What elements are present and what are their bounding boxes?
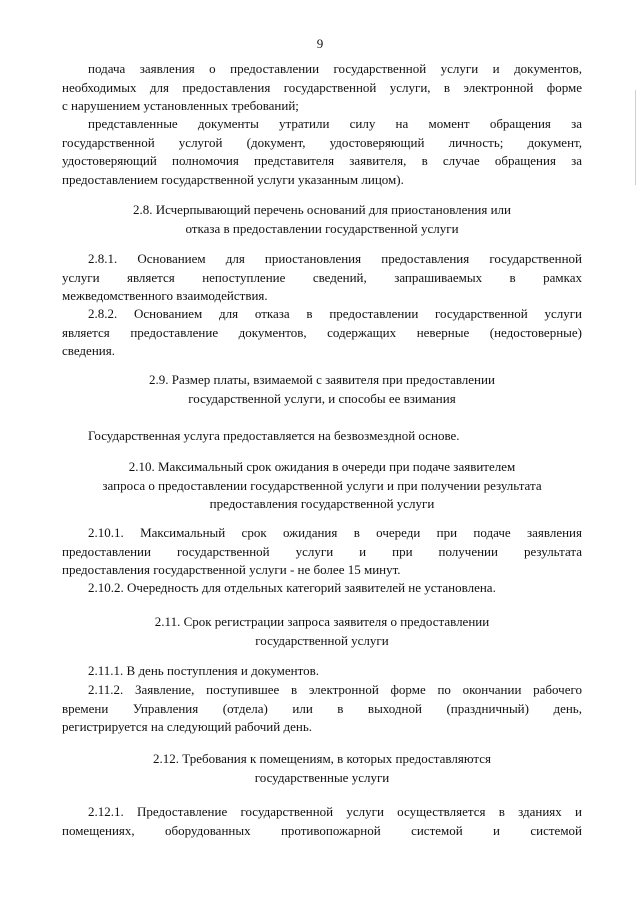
- text-line: Государственная услуга предоставляется на безвозмездной основе.: [88, 428, 460, 443]
- text-line: удостоверяющий полномочия представителя заявителя, в случае обращения за: [62, 153, 582, 168]
- page-number: 9: [316, 36, 324, 51]
- paragraph-expired-documents: [62, 115, 582, 189]
- text-line: с нарушением установленных требований;: [62, 98, 299, 113]
- text-line: необходимых для предоставления государственной услуги, в электронной форме: [62, 79, 582, 95]
- paragraph-submission-violation: [62, 60, 582, 116]
- heading-line: предоставления государственной услуги: [209, 496, 435, 511]
- paragraph-2-10-1: [62, 524, 582, 580]
- section-heading-2-10: [62, 458, 582, 514]
- paragraph-2-10-2: [62, 579, 582, 598]
- text-line: 2.11.1. В день поступления и документов.: [88, 663, 320, 678]
- section-heading-2-8: [62, 201, 582, 238]
- heading-line: 2.9. Размер платы, взимаемой с заявителя при предоставлении: [149, 372, 495, 387]
- text-line: государственной услугой (документ, удостоверяющий личность; документ,: [62, 134, 582, 150]
- heading-line: 2.12. Требования к помещениям, в которых предоставляются: [153, 751, 491, 766]
- heading-line: государственной услуги, и способы ее взимания: [188, 390, 456, 406]
- text-line: 2.8.1. Основанием для приостановления предоставления государственной: [88, 251, 582, 266]
- section-heading-2-12: [62, 750, 582, 787]
- text-line: регистрируется на следующий рабочий день.: [62, 719, 312, 734]
- heading-line: 2.8. Исчерпывающий перечень оснований для приостановления или: [133, 202, 511, 217]
- text-line: услуги является непоступление сведений, запрашиваемых в рамках: [62, 269, 582, 285]
- heading-line: запроса о предоставлении государственной услуги и при получении результата: [102, 477, 542, 493]
- heading-line: 2.10. Максимальный срок ожидания в очереди при подаче заявителем: [128, 459, 516, 474]
- text-line: 2.10.2. Очередность для отдельных категорий заявителей не установлена.: [88, 580, 496, 595]
- text-line: предоставлении государственной услуги и при получении результата: [62, 543, 582, 559]
- heading-line: государственные услуги: [254, 769, 390, 785]
- text-line: сведения.: [62, 343, 115, 358]
- heading-line: государственной услуги: [255, 632, 389, 648]
- paragraph-2-9-free-of-charge: [62, 427, 582, 446]
- paragraph-2-8-1: [62, 250, 582, 306]
- text-line: межведомственного взаимодействия.: [62, 288, 268, 303]
- text-line: помещениях, оборудованных противопожарной системой и системой: [62, 822, 582, 838]
- text-line: 2.8.2. Основанием для отказа в предоставлении государственной услуги: [88, 306, 582, 321]
- text-line: 2.12.1. Предоставление государственной услуги осуществляется в зданиях и: [88, 804, 582, 819]
- paragraph-2-11-2: [62, 681, 582, 737]
- heading-line: отказа в предоставлении государственной услуги: [185, 220, 459, 236]
- text-line: предоставлением государственной услуги указанным лицом).: [62, 171, 404, 187]
- paragraph-2-11-1: [62, 662, 582, 681]
- text-line: 2.11.2. Заявление, поступившее в электронной форме по окончании рабочего: [88, 682, 582, 697]
- heading-line: 2.11. Срок регистрации запроса заявителя о предоставлении: [154, 614, 490, 629]
- text-line: 2.10.1. Максимальный срок ожидания в очереди при подаче заявления: [88, 525, 582, 540]
- paragraph-2-8-2: [62, 305, 582, 361]
- text-line: времени Управления (отдела) или в выходной (праздничный) день,: [62, 700, 582, 716]
- text-line: является предоставление документов, содержащих неверные (недостоверные): [62, 324, 582, 340]
- text-line: предоставления государственной услуги - не более 15 минут.: [62, 562, 401, 577]
- text-line: подача заявления о предоставлении государственной услуги и документов,: [88, 61, 582, 76]
- text-line: представленные документы утратили силу на момент обращения за: [88, 116, 582, 131]
- paragraph-2-12-1: [62, 803, 582, 840]
- section-heading-2-11: [62, 613, 582, 650]
- section-heading-2-9: [62, 371, 582, 408]
- scan-edge-mark: [635, 90, 636, 185]
